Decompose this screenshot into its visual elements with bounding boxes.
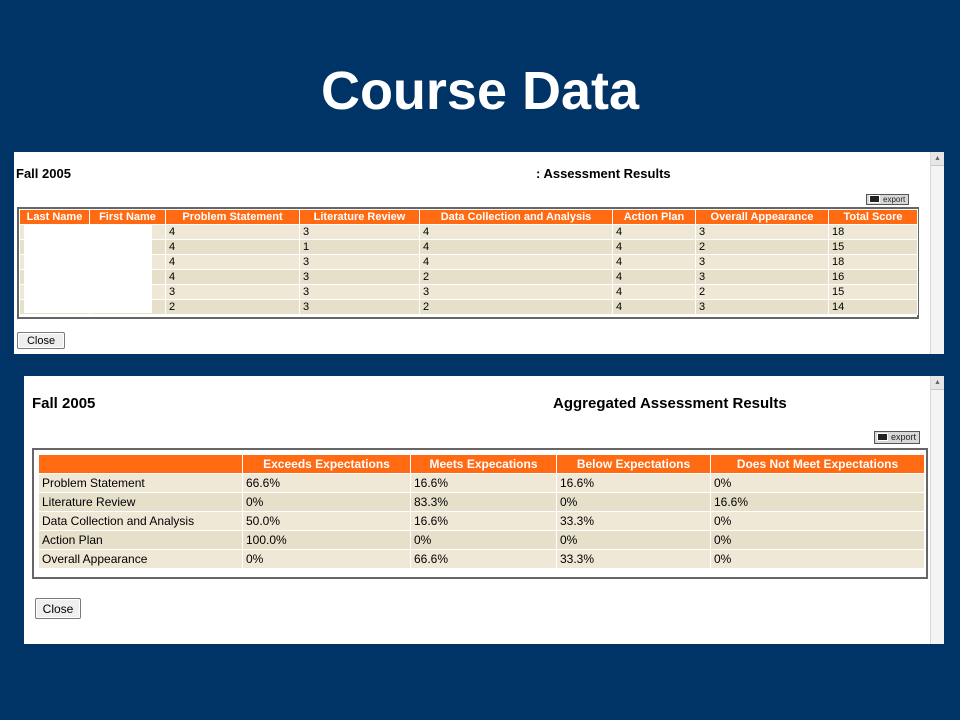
table-cell: 33.3% — [557, 550, 711, 569]
close-button[interactable]: Close — [35, 598, 81, 619]
table-cell: 2 — [696, 285, 829, 300]
table-cell: 4 — [166, 255, 300, 270]
aggregated-results-panel — [24, 376, 944, 644]
table-cell: 2 — [420, 270, 613, 285]
table-cell: 0% — [711, 550, 925, 569]
table-cell: 100.0% — [243, 531, 411, 550]
table-cell: 66.6% — [243, 474, 411, 493]
scroll-up-arrow-icon[interactable]: ▲ — [931, 152, 944, 166]
table-cell: 16.6% — [711, 493, 925, 512]
table-cell: 3 — [420, 285, 613, 300]
column-header[interactable]: Overall Appearance — [696, 210, 829, 225]
table-cell: Data Collection and Analysis — [39, 512, 243, 531]
table-row — [20, 270, 918, 285]
table-cell: 4 — [613, 255, 696, 270]
table-cell: 14 — [829, 300, 918, 315]
assessment-results-panel — [14, 152, 944, 354]
aggregated-table — [32, 448, 928, 579]
table-row — [39, 550, 925, 569]
column-header[interactable]: Problem Statement — [166, 210, 300, 225]
column-header[interactable]: Total Score — [829, 210, 918, 225]
table-cell: 0% — [557, 493, 711, 512]
scroll-up-arrow-icon[interactable]: ▲ — [931, 376, 944, 390]
table-cell: 4 — [613, 270, 696, 285]
column-header[interactable]: Does Not Meet Expectations — [711, 455, 925, 474]
table-cell: 4 — [420, 240, 613, 255]
table-cell: 16.6% — [411, 512, 557, 531]
export-button[interactable] — [874, 431, 920, 444]
table-row — [20, 300, 918, 315]
table-row — [39, 474, 925, 493]
vertical-scrollbar[interactable] — [930, 152, 944, 354]
panel-heading: : Assessment Results — [536, 166, 671, 181]
table-row — [20, 225, 918, 240]
close-button[interactable]: Close — [17, 332, 65, 349]
panel-heading: Aggregated Assessment Results — [553, 395, 787, 412]
column-header[interactable]: Action Plan — [613, 210, 696, 225]
table-cell: 0% — [557, 531, 711, 550]
export-icon — [869, 195, 880, 203]
term-label: Fall 2005 — [16, 166, 71, 181]
export-label: export — [883, 195, 906, 204]
table-cell: Problem Statement — [39, 474, 243, 493]
table-cell: 0% — [711, 474, 925, 493]
table-header-row — [39, 455, 925, 474]
column-header — [39, 455, 243, 474]
table-cell: 3 — [696, 255, 829, 270]
column-header[interactable]: Meets Expecations — [411, 455, 557, 474]
table-cell: 2 — [420, 300, 613, 315]
table-cell: 15 — [829, 240, 918, 255]
table-cell: 15 — [829, 285, 918, 300]
table-cell: 16 — [829, 270, 918, 285]
table-cell: 18 — [829, 255, 918, 270]
table-cell: 0% — [243, 493, 411, 512]
table-cell: 0% — [711, 512, 925, 531]
table-cell: 3 — [696, 300, 829, 315]
table-cell: 4 — [613, 240, 696, 255]
table-cell: 2 — [696, 240, 829, 255]
column-header[interactable]: Literature Review — [300, 210, 420, 225]
export-label: export — [891, 432, 917, 442]
term-label: Fall 2005 — [32, 395, 96, 412]
table-cell: 18 — [829, 225, 918, 240]
table-row — [20, 285, 918, 300]
table-cell: 3 — [300, 225, 420, 240]
export-button[interactable] — [866, 194, 909, 205]
table-cell: 0% — [711, 531, 925, 550]
table-row — [39, 493, 925, 512]
assessment-table — [17, 207, 919, 319]
vertical-scrollbar[interactable] — [930, 376, 944, 644]
table-cell: 2 — [166, 300, 300, 315]
table-cell: 3 — [696, 270, 829, 285]
column-header[interactable]: Exceeds Expectations — [243, 455, 411, 474]
table-cell: 3 — [696, 225, 829, 240]
table-cell: 3 — [300, 270, 420, 285]
table-cell: 4 — [166, 225, 300, 240]
table-cell: 4 — [613, 285, 696, 300]
table-header-row — [20, 210, 918, 225]
slide-title: Course Data — [320, 61, 640, 121]
table-cell: Literature Review — [39, 493, 243, 512]
table-cell: 0% — [411, 531, 557, 550]
table-cell: 4 — [166, 270, 300, 285]
table-cell: 0% — [243, 550, 411, 569]
table-cell: 3 — [166, 285, 300, 300]
table-cell: 1 — [300, 240, 420, 255]
table-cell: 66.6% — [411, 550, 557, 569]
table-row — [20, 255, 918, 270]
table-cell: Action Plan — [39, 531, 243, 550]
table-cell: 4 — [420, 255, 613, 270]
table-cell: 3 — [300, 255, 420, 270]
export-icon — [877, 433, 888, 441]
column-header[interactable]: Below Expectations — [557, 455, 711, 474]
table-cell: 83.3% — [411, 493, 557, 512]
table-cell: 4 — [420, 225, 613, 240]
column-header[interactable]: First Name — [90, 210, 166, 225]
table-cell: 3 — [300, 285, 420, 300]
table-cell: 16.6% — [557, 474, 711, 493]
redacted-names-block — [24, 225, 152, 313]
table-cell: Overall Appearance — [39, 550, 243, 569]
table-cell: 50.0% — [243, 512, 411, 531]
table-cell: 4 — [613, 225, 696, 240]
column-header[interactable]: Data Collection and Analysis — [420, 210, 613, 225]
table-cell: 16.6% — [411, 474, 557, 493]
column-header[interactable]: Last Name — [20, 210, 90, 225]
table-cell: 3 — [300, 300, 420, 315]
table-cell: 4 — [613, 300, 696, 315]
table-cell: 4 — [166, 240, 300, 255]
table-row — [39, 512, 925, 531]
table-cell: 33.3% — [557, 512, 711, 531]
table-row — [39, 531, 925, 550]
table-row — [20, 240, 918, 255]
